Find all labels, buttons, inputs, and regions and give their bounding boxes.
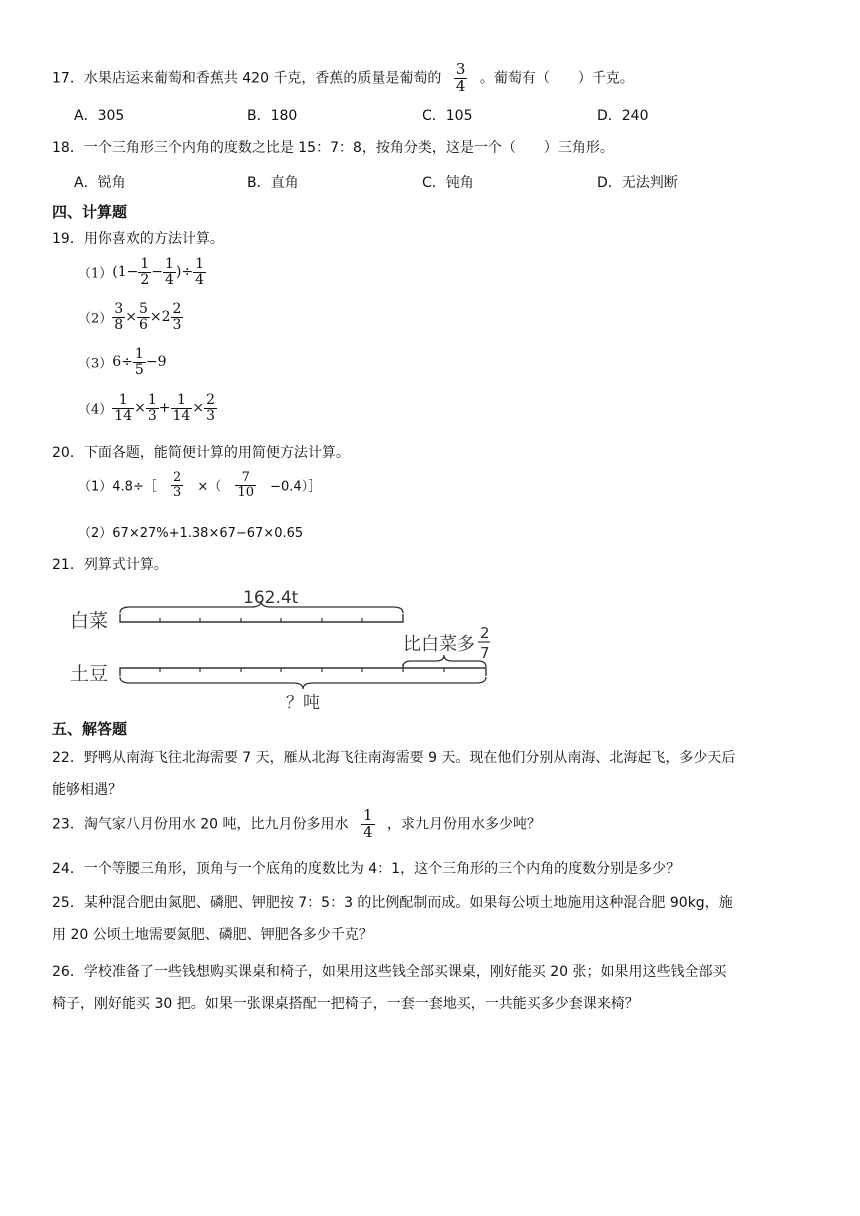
question-22-line-1: 22．野鸭从南海飞往北海需要 7 天，雁从北海飞往南海需要 9 天。现在他们分别从南海、北海起飞，多少天后 bbox=[52, 750, 736, 766]
fraction: $\frac{1}{4}$ bbox=[165, 256, 174, 288]
fraction: $\frac{1}{3}$ bbox=[147, 392, 157, 424]
extra-frac-den: 7 bbox=[480, 644, 490, 662]
fraction: $\frac{1}{14}$ bbox=[114, 392, 133, 424]
question-17-prefix: 17．水果店运来葡萄和香蕉共 420 千克，香蕉的质量是葡萄的 bbox=[52, 70, 442, 87]
problem-19-4: （4） $\frac{1}{14}$ × $\frac{1}{3}$ + $\frac{1}{14}$ × $\frac{2}{3}$ bbox=[78, 392, 215, 424]
question-21: 21．列算式计算。 bbox=[52, 557, 168, 573]
fraction: $\frac{2}{3}$ bbox=[172, 470, 182, 500]
fraction-3-4: $\frac{3}{4}$ bbox=[455, 60, 466, 95]
option-b[interactable]: B．直角 bbox=[247, 175, 299, 191]
extra-label: 比白菜多 bbox=[403, 634, 475, 655]
cabbage-segment bbox=[120, 614, 403, 622]
potato-brace bbox=[120, 677, 486, 689]
question-19: 19．用你喜欢的方法计算。 bbox=[52, 231, 224, 247]
problem-20-1: （1）4.8÷［ $\frac{2}{3}$ ×（ $\frac{7}{10}$ −0.4）］ bbox=[78, 470, 322, 500]
extra-brace bbox=[403, 655, 486, 667]
question-25-line-2: 用 20 公顷土地需要氮肥、磷肥、钾肥各多少千克？ bbox=[52, 927, 373, 943]
section-title: 四、计算题 bbox=[52, 203, 128, 221]
problem-20-2: （2）67×27%+1.38×67−67×0.65 bbox=[78, 526, 304, 541]
fraction: $\frac{1}{5}$ bbox=[134, 346, 144, 378]
option-c[interactable]: C．105 bbox=[422, 108, 473, 124]
option-d[interactable]: D．无法判断 bbox=[597, 175, 678, 191]
cabbage-label: 白菜 bbox=[70, 610, 109, 632]
question-25-line-1: 25．某种混合肥由氮肥、磷肥、钾肥按 7：5：3 的比例配制而成。如果每公顷土地施用这种混合肥 90kg，施 bbox=[52, 895, 733, 911]
question-26-line-2: 椅子，刚好能买 30 把。如果一张课桌搭配一把椅子，一套一套地买，一共能买多少套课来椅？ bbox=[52, 996, 639, 1012]
option-a[interactable]: A．锐角 bbox=[74, 175, 126, 191]
question-17 bbox=[52, 62, 634, 95]
fraction: $\frac{7}{10}$ bbox=[237, 470, 254, 500]
unknown-label: ？吨 bbox=[286, 693, 320, 713]
section-title: 五、解答题 bbox=[52, 720, 128, 738]
option-a[interactable]: A．305 bbox=[74, 108, 125, 124]
question-22-line-2: 能够相遇？ bbox=[52, 782, 122, 798]
problem-19-2: （2） $\frac{3}{8}$ × $\frac{5}{6}$ ×2 $\frac{2}{3}$ bbox=[78, 301, 182, 333]
question-26-line-1: 26．学校准备了一些钱想购买课桌和椅子，如果用这些钱全部买课桌，刚好能买 20 张；如果用这些钱全部买 bbox=[52, 964, 727, 980]
fraction-1-4: $\frac{1}{4}$ bbox=[362, 806, 373, 841]
extra-frac-num: 2 bbox=[480, 624, 490, 642]
option-c[interactable]: C．钝角 bbox=[422, 175, 474, 191]
fraction: $\frac{2}{3}$ bbox=[206, 392, 215, 424]
fraction: $\frac{1}{2}$ bbox=[140, 256, 150, 288]
problem-19-3: （3）6÷ $\frac{1}{5}$ −9 bbox=[78, 346, 167, 378]
potato-label: 土豆 bbox=[70, 663, 109, 685]
question-17-suffix: 。葡萄有（ ）千克。 bbox=[479, 70, 634, 87]
fraction: $\frac{3}{8}$ bbox=[114, 301, 124, 333]
cabbage-value: 162.4t bbox=[243, 588, 299, 608]
line-segment-diagram bbox=[60, 580, 520, 715]
fraction: $\frac{2}{3}$ bbox=[172, 301, 182, 333]
fraction: $\frac{1}{4}$ bbox=[195, 256, 205, 288]
potato-segment bbox=[120, 668, 486, 676]
question-18: 18．一个三角形三个内角的度数之比是 15：7：8，按角分类，这是一个（ ）三角形。 bbox=[52, 140, 614, 156]
option-d[interactable]: D．240 bbox=[597, 108, 649, 124]
problem-19-1: （1）(1− $\frac{1}{2}$ − $\frac{1}{4}$ )÷ $\frac{1}{4}$ bbox=[78, 256, 205, 288]
question-24: 24．一个等腰三角形，顶角与一个底角的度数比为 4：1，这个三角形的三个内角的度数分别是多少？ bbox=[52, 861, 681, 877]
fraction: $\frac{1}{14}$ bbox=[172, 392, 191, 424]
question-23: 23．淘气家八月份用水 20 吨，比九月份多用水 $\frac{1}{4}$ ，求九月份用水多少吨？ bbox=[52, 806, 541, 841]
question-20: 20．下面各题，能简便计算的用简便方法计算。 bbox=[52, 445, 350, 461]
fraction: $\frac{5}{6}$ bbox=[138, 301, 148, 333]
option-b[interactable]: B．180 bbox=[247, 108, 298, 124]
